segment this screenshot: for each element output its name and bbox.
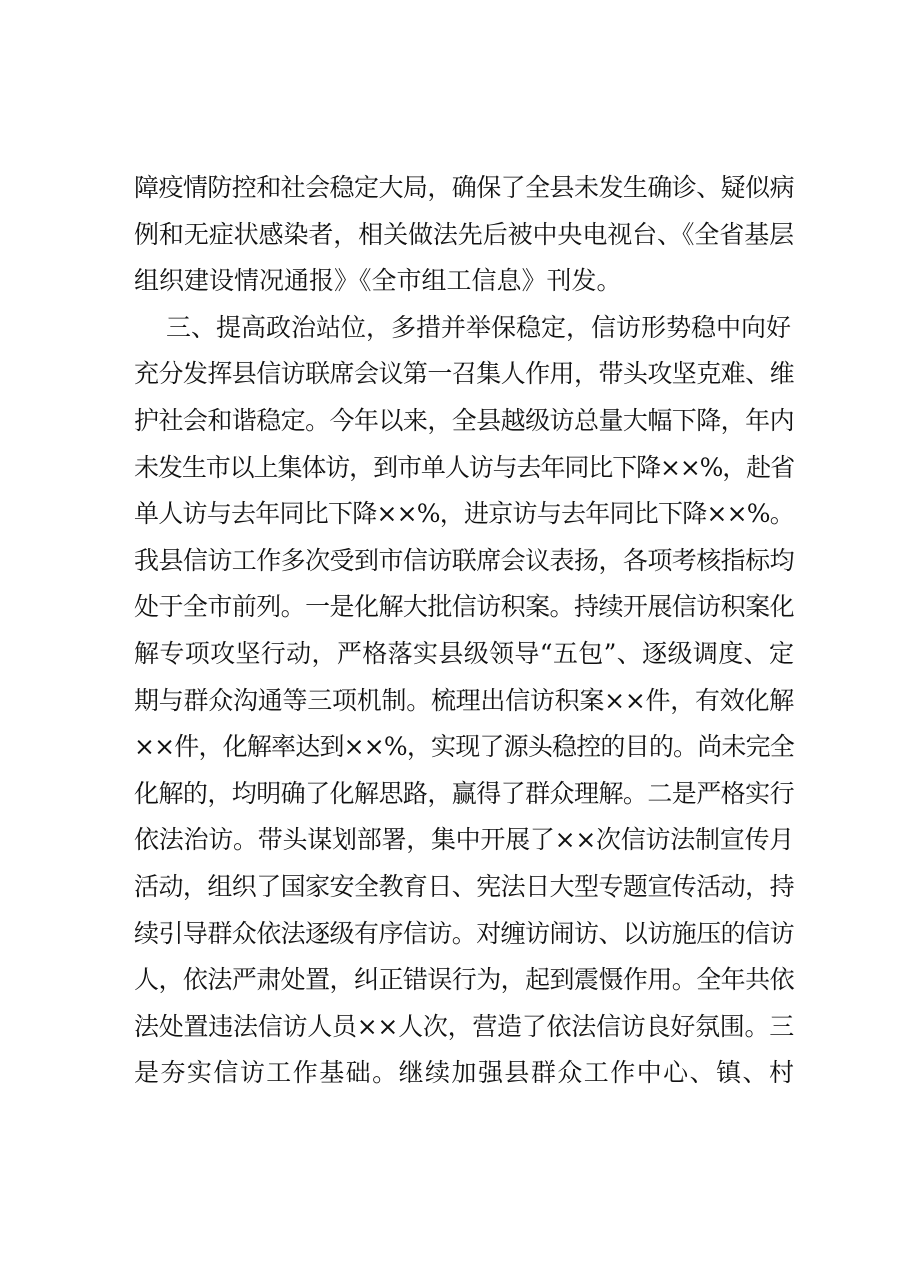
text-line: 解专项攻坚行动，严格落实县级领导“五包”、逐级调度、定 xyxy=(134,638,794,668)
text-line: 人，依法严肃处置，纠正错误行为，起到震慑作用。全年共依 xyxy=(134,965,794,995)
text-line: ××件，化解率达到××%，实现了源头稳控的目的。尚未完全 xyxy=(134,732,794,762)
text-line: 未发生市以上集体访，到市单人访与去年同比下降××%，赴省 xyxy=(134,452,794,482)
text-line: 是夯实信访工作基础。继续加强县群众工作中心、镇、村 xyxy=(134,1058,794,1088)
text-line: 充分发挥县信访联席会议第一召集人作用，带头攻坚克难、维 xyxy=(134,359,794,389)
text-line: 续引导群众依法逐级有序信访。对缠访闹访、以访施压的信访 xyxy=(134,918,794,948)
text-line: 化解的，均明确了化解思路，赢得了群众理解。二是严格实行 xyxy=(134,778,794,808)
text-line: 例和无症状感染者，相关做法先后被中央电视台、《全省基层 xyxy=(134,219,794,249)
body-text xyxy=(134,165,794,1097)
text-line: 处于全市前列。一是化解大批信访积案。持续开展信访积案化 xyxy=(134,592,794,622)
text-line: 组织建设情况通报》《全市组工信息》刊发。 xyxy=(134,266,622,296)
text-line: 单人访与去年同比下降××%，进京访与去年同比下降××%。 xyxy=(134,499,794,529)
text-line: 障疫情防控和社会稳定大局，确保了全县未发生确诊、疑似病 xyxy=(134,173,794,202)
text-line: 法处置违法信访人员××人次，营造了依法信访良好氛围。三 xyxy=(134,1011,794,1041)
text-line: 活动，组织了国家安全教育日、宪法日大型专题宣传活动，持 xyxy=(134,871,794,901)
text-line: 期与群众沟通等三项机制。梳理出信访积案××件，有效化解 xyxy=(134,685,794,715)
text-line: 护社会和谐稳定。今年以来，全县越级访总量大幅下降，年内 xyxy=(134,405,794,435)
text-line: 我县信访工作多次受到市信访联席会议表扬，各项考核指标均 xyxy=(134,545,794,575)
section-heading: 三、提高政治站位，多措并举保稳定，信访形势稳中向好 xyxy=(166,312,792,342)
text-line: 依法治访。带头谋划部署，集中开展了××次信访法制宣传月 xyxy=(134,825,794,855)
